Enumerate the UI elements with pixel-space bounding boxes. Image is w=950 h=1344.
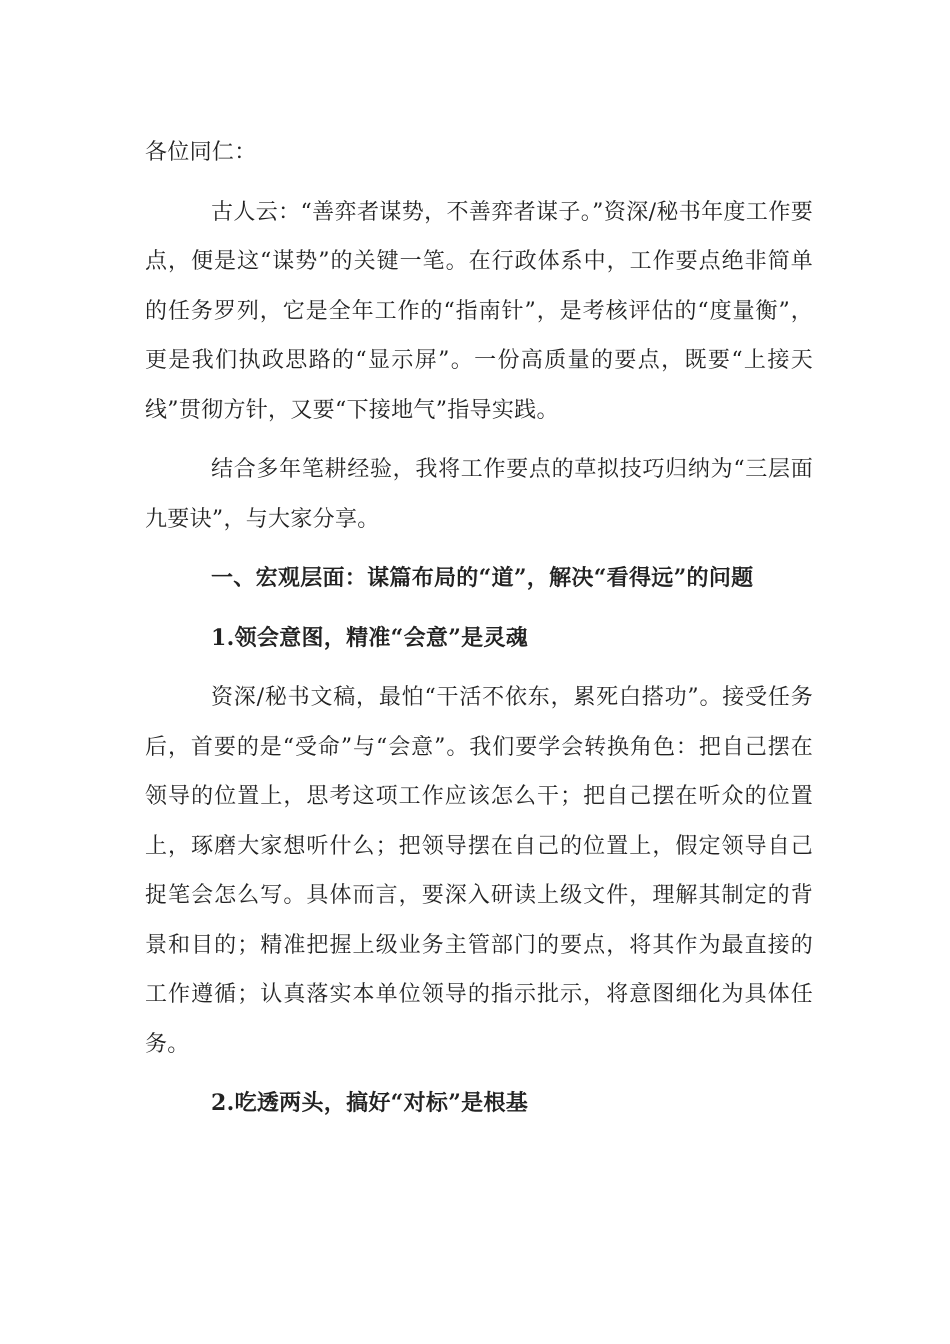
salutation: 各位同仁：	[145, 140, 257, 165]
intro-paragraph: 古人云：“善弈者谋势，不善弈者谋子。”资深/秘书年度工作要点，便是这“谋势”的关键一笔。在行政体系中，工作要点绝非简单的任务罗列，它是全年工作的“指南针”，是考核评估的“度量衡”，更是我们执政思路的“显示屏”。一份高质量的要点，既要“上接天线”贯彻方针，又要“下接地气”指导实践。	[145, 199, 813, 423]
subsection-1-body: 资深/秘书文稿，最怕“干活不依东，累死白搭功”。接受任务后，首要的是“受命”与“会意”。我们要学会转换角色：把自己摆在领导的位置上，思考这项工作应该怎么干；把自己摆在听众的位置上，琢磨大家想听什么；把领导摆在自己的位置上，假定领导自己捉笔会怎么写。具体而言，要深入研读上级文件，理解其制定的背景和目的；精准把握上级业务主管部门的要点，将其作为最直接的工作遵循；认真落实本单位领导的指示批示，将意图细化为具体任务。	[145, 685, 813, 1057]
summary-paragraph: 结合多年笔耕经验，我将工作要点的草拟技巧归纳为“三层面九要诀”，与大家分享。	[145, 457, 813, 532]
subsection-heading-2: 2.吃透两头，搞好“对标”是根基	[211, 1090, 529, 1116]
section-heading-1: 一、宏观层面：谋篇布局的“道”，解决“看得远”的问题	[211, 565, 754, 591]
subsection-heading-1: 1.领会意图，精准“会意”是灵魂	[211, 624, 529, 651]
document-body	[145, 128, 813, 1129]
